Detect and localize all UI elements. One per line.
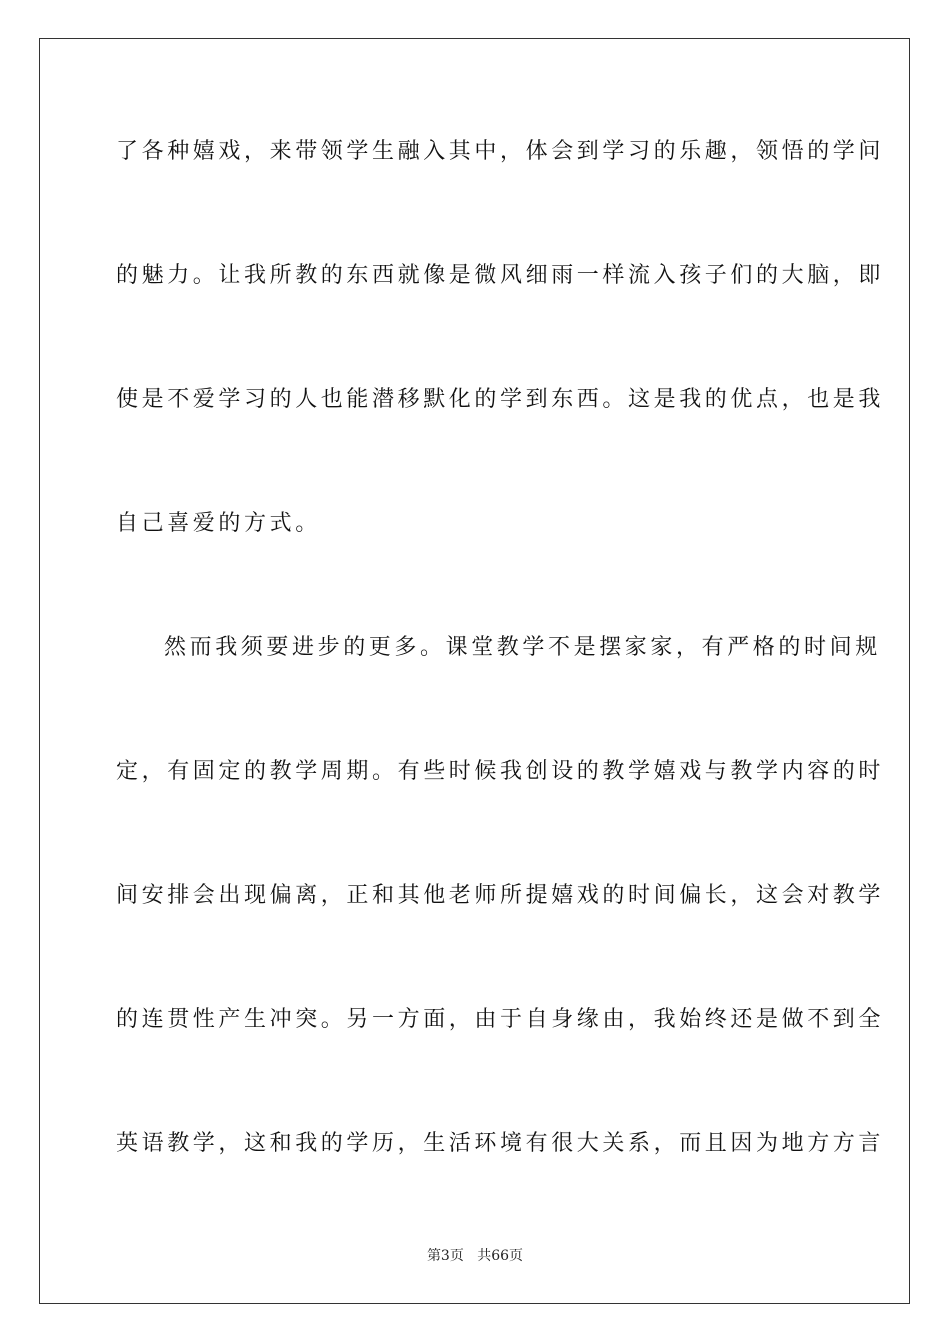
paragraph-first-line: 然而我须要进步的更多。课堂教学不是摆家家，有严格的时间规	[164, 635, 881, 660]
body-text-line: 的连贯性产生冲突。另一方面，由于自身缘由，我始终还是做不到全	[116, 1007, 885, 1032]
page-number: 第3页	[426, 1248, 464, 1264]
body-text-line: 定，有固定的教学周期。有些时候我创设的教学嬉戏与教学内容的时	[116, 759, 885, 784]
total-pages: 共66页	[477, 1248, 524, 1264]
page-border	[39, 38, 910, 1304]
body-text-line: 英语教学，这和我的学历，生活环境有很大关系，而且因为地方方言	[116, 1131, 885, 1156]
body-text-line: 间安排会出现偏离，正和其他老师所提嬉戏的时间偏长，这会对教学	[116, 883, 885, 908]
body-text-line: 了各种嬉戏，来带领学生融入其中，体会到学习的乐趣，领悟的学问	[116, 139, 885, 164]
body-text-line: 自己喜爱的方式。	[116, 511, 321, 536]
body-text-line: 使是不爱学习的人也能潜移默化的学到东西。这是我的优点，也是我	[116, 387, 885, 412]
page-footer	[0, 1246, 950, 1266]
body-text-line: 的魅力。让我所教的东西就像是微风细雨一样流入孩子们的大脑，即	[116, 263, 885, 288]
